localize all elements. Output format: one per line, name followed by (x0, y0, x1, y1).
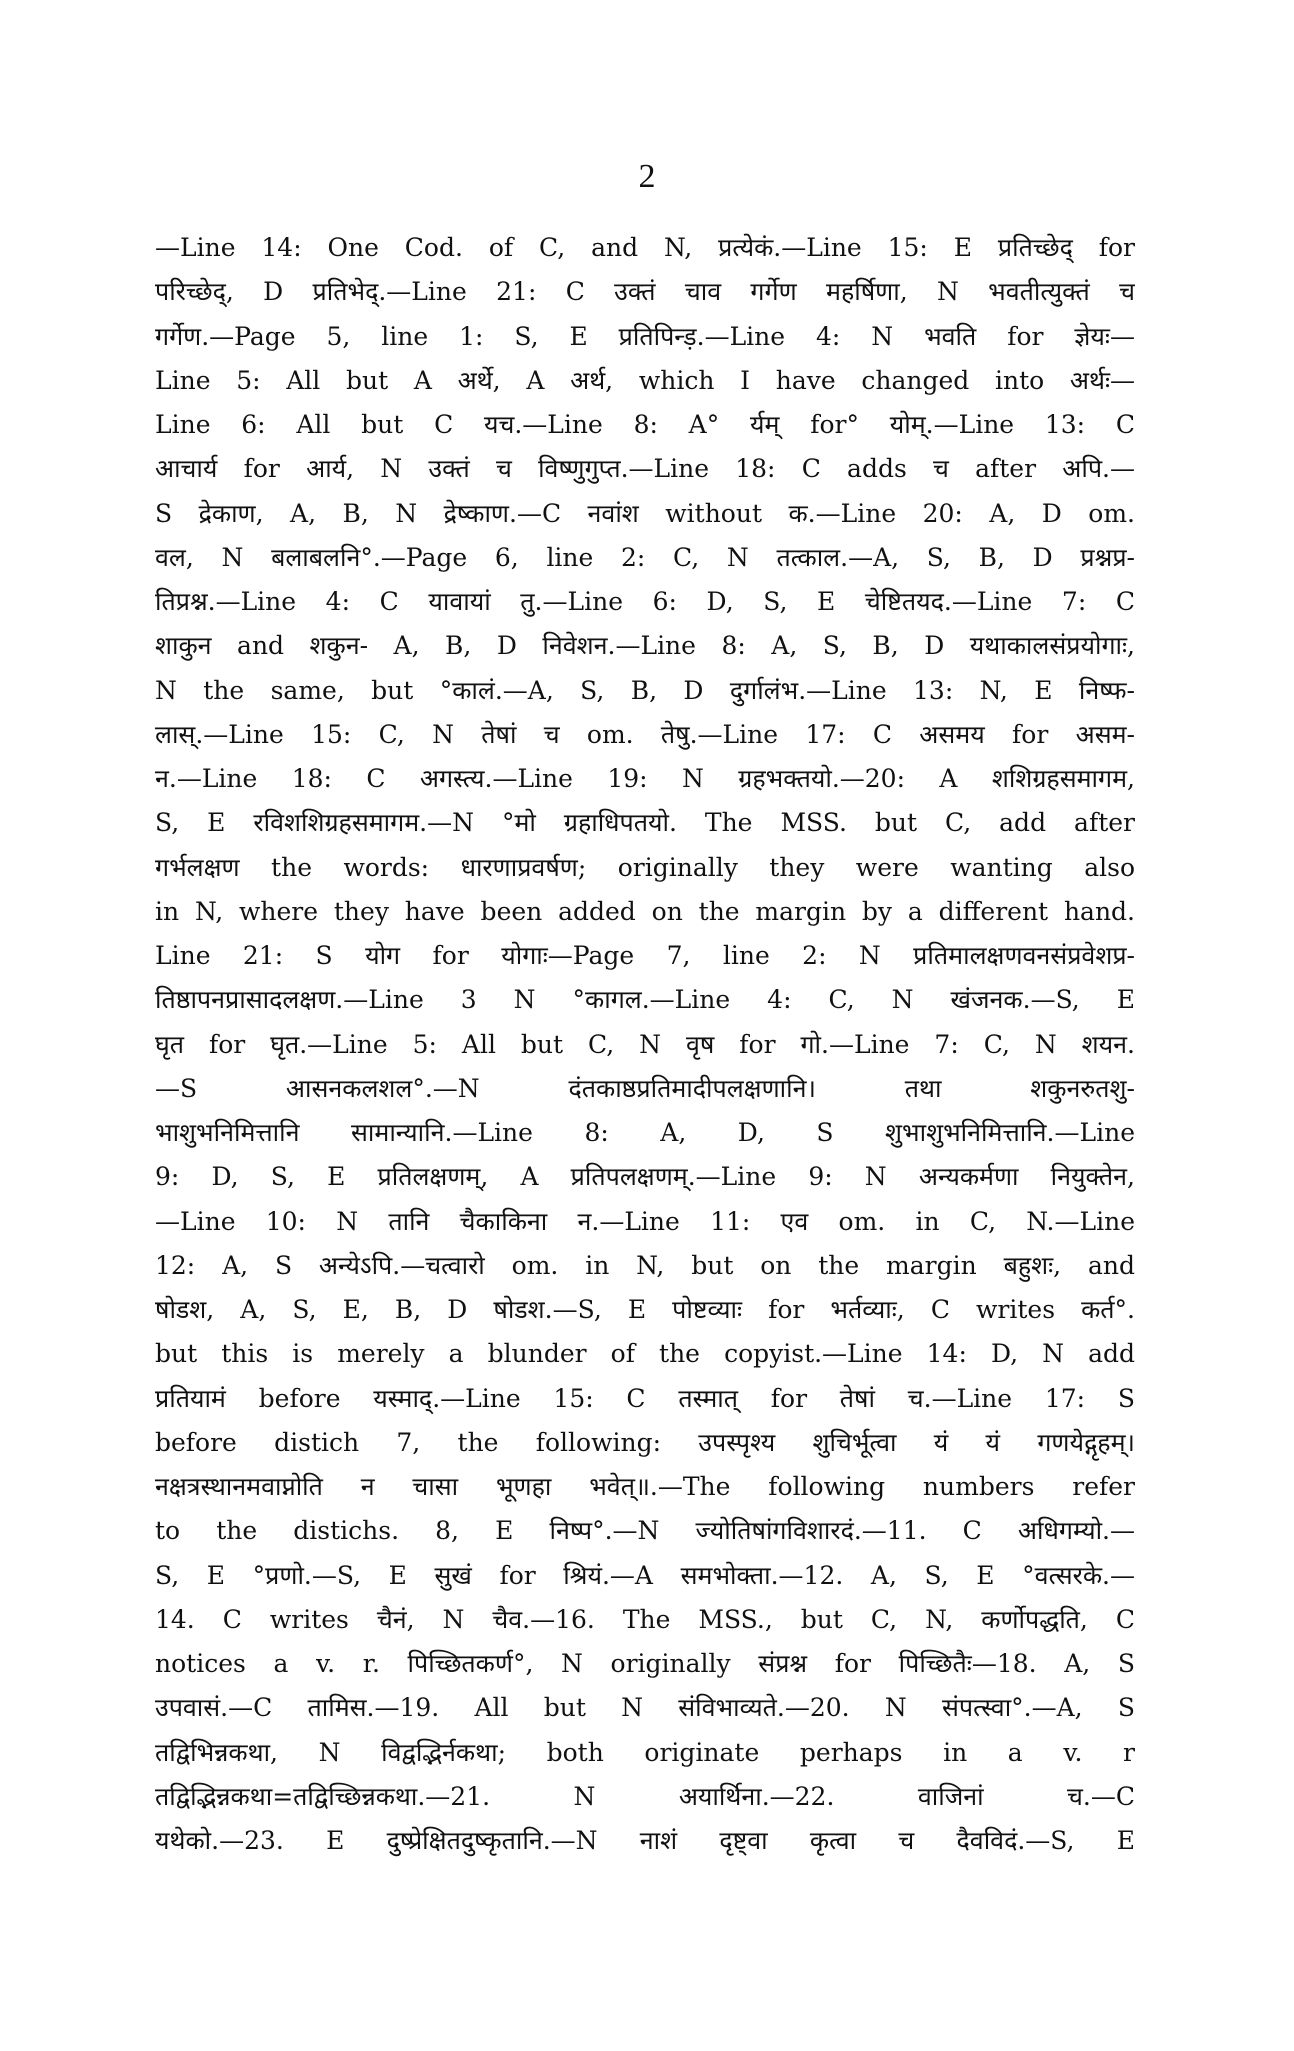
text-line: Line 21: S योग for योगाः—Page 7, line 2: N प्रतिमालक्षणवनसंप्रवेशप्र- (155, 941, 1135, 970)
text-line: S द्रेकाण, A, B, N द्रेष्काण.—C नवांश without क.—Line 20: A, D om. (155, 498, 1135, 528)
text-line: तद्विभिन्नकथा, N विद्वद्भिर्नकथा; both originate perhaps in a v. r (155, 1737, 1135, 1767)
text-line: 12: A, S अन्येऽपि.—चत्वारो om. in N, but on the margin बहुशः, and (155, 1250, 1135, 1280)
text-line: षोडश, A, S, E, B, D षोडश.—S, E पोष्टव्याः for भर्तव्याः, C writes कर्त°. (155, 1295, 1135, 1324)
text-line: N the same, but °कालं.—A, S, B, D दुर्गालंभ.—Line 13: N, E निष्फ- (155, 675, 1135, 705)
text-line: प्रतियामं before यस्माद्.—Line 15: C तस्मात् for तेषां च.—Line 17: S (155, 1383, 1135, 1413)
text-line: तद्विद्भिन्नकथा=तद्विच्छिन्नकथा.—21. N अयार्थिना.—22. वाजिनां च.—C (155, 1781, 1135, 1811)
text-line: आचार्य for आर्य, N उक्तं च विष्णुगुप्त.—Line 18: C adds च after अपि.— (155, 454, 1135, 484)
text-line: गर्गेण.—Page 5, line 1: S, E प्रतिपिन्ड़.—Line 4: N भवति for ज्ञेयः— (155, 321, 1135, 351)
text-line: Line 5: All but A अर्थे, A अर्थ, which I have changed into अर्थः— (155, 365, 1135, 395)
page-number: 2 (638, 158, 656, 195)
text-line: शाकुन and शकुन- A, B, D निवेशन.—Line 8: A, S, B, D यथाकालसंप्रयोगाः, (155, 631, 1135, 661)
text-line: 9: D, S, E प्रतिलक्षणम्, A प्रतिपलक्षणम्.—Line 9: N अन्यकर्मणा नियुक्तेन, (155, 1162, 1135, 1192)
text-line: before distich 7, the following: उपस्पृश्य शुचिर्भूत्वा यं यं गणयेद्गृहम्। (155, 1427, 1135, 1457)
text-line: भाशुभनिमित्तानि सामान्यानि.—Line 8: A, D, S शुभाशुभनिमित्तानि.—Line (155, 1118, 1135, 1147)
text-line: वल, N बलाबलनि°.—Page 6, line 2: C, N तत्काल.—A, S, B, D प्रश्नप्र- (155, 542, 1135, 572)
text-line: तिप्रश्न.—Line 4: C यावायां तु.—Line 6: D, S, E चेष्टितयद.—Line 7: C (155, 587, 1135, 616)
text-line: उपवासं.—C तामिस.—19. All but N संविभाव्यते.—20. N संपत्स्वा°.—A, S (155, 1693, 1135, 1723)
text-block (155, 226, 1135, 1863)
text-line: notices a v. r. पिच्छितकर्ण°, N originally संप्रश्न for पिच्छितैः—18. A, S (155, 1649, 1135, 1678)
text-line: लास्.—Line 15: C, N तेषां च om. तेषु.—Line 17: C असमय for असम- (155, 719, 1135, 749)
text-line: Line 6: All but C यच.—Line 8: A° र्यम् for° योम्.—Line 13: C (155, 410, 1135, 439)
text-line: —Line 10: N तानि चैकाकिना न.—Line 11: एव om. in C, N.—Line (155, 1206, 1135, 1236)
text-line: तिष्ठापनप्रासादलक्षण.—Line 3 N °कागल.—Line 4: C, N खंजनक.—S, E (155, 985, 1135, 1015)
text-line: —Line 14: One Cod. of C, and N, प्रत्येकं.—Line 15: E प्रतिच्छेद् for (155, 233, 1135, 262)
text-line: —S आसनकलशल°.—N दंतकाष्ठप्रतिमादीपलक्षणानि। तथा शकुनरुतशु- (155, 1073, 1135, 1103)
text-line: घृत for घृत.—Line 5: All but C, N वृष for गो.—Line 7: C, N शयन. (155, 1029, 1135, 1059)
text-line: but this is merely a blunder of the copyist.—Line 14: D, N add (155, 1339, 1135, 1369)
text-line: to the distichs. 8, E निष्प°.—N ज्योतिषांगविशारदं.—11. C अधिगम्यो.— (155, 1516, 1135, 1546)
text-line: न.—Line 18: C अगस्त्य.—Line 19: N ग्रहभक्तयो.—20: A शशिग्रहसमागम, (155, 764, 1135, 793)
text-line: गर्भलक्षण the words: धारणाप्रवर्षण; originally they were wanting also (155, 852, 1135, 882)
text-line: S, E रविशशिग्रहसमागम.—N °मो ग्रहाधिपतयो. The MSS. but C, add after (155, 808, 1135, 838)
text-line: 14. C writes चैनं, N चैव.—16. The MSS., but C, N, कर्णोपद्धति, C (155, 1604, 1135, 1634)
text-line: S, E °प्रणो.—S, E सुखं for श्रियं.—A समभोक्ता.—12. A, S, E °वत्सरके.— (155, 1560, 1135, 1590)
text-line: परिच्छेद्, D प्रतिभेद्.—Line 21: C उक्तं चाव गर्गेण महर्षिणा, N भवतीत्युक्तं च (155, 277, 1135, 307)
text-line: in N, where they have been added on the margin by a different hand. (155, 896, 1135, 926)
text-line: यथेको.—23. E दुष्प्रेक्षितदुष्कृतानि.—N नाशं दृष्ट्वा कृत्वा च दैवविदं.—S, E (155, 1826, 1135, 1855)
text-line: नक्षत्रस्थानमवाप्नोति न चासा भूणहा भवेत्॥.—The following numbers refer (155, 1472, 1135, 1501)
